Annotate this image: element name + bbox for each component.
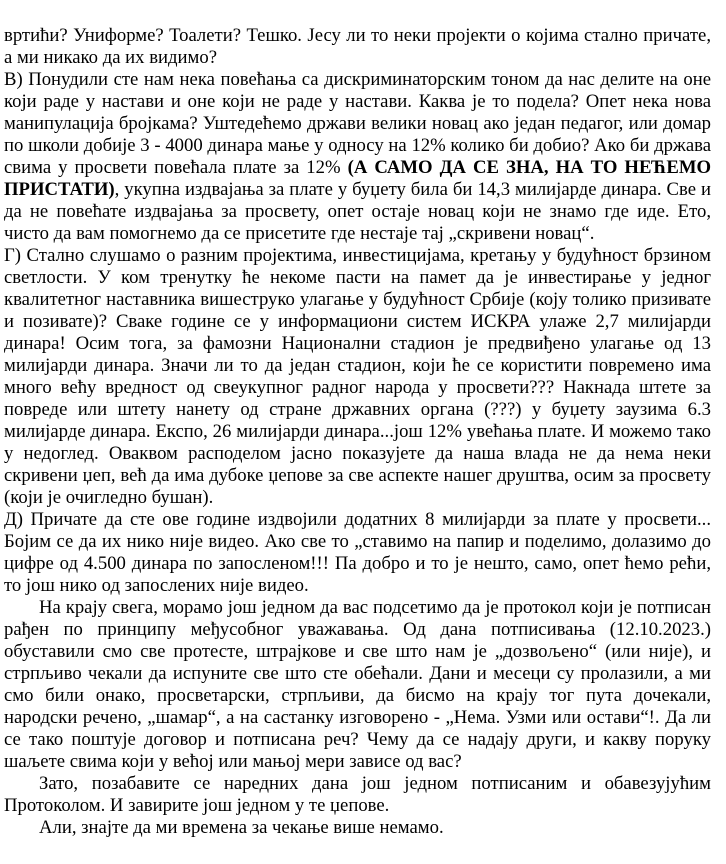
paragraph-closing-protocol: Зато, позабавите се наредних дана још једном потписаним и обавезујућим Протоколом. И завирите још једном у те џепове.	[4, 773, 711, 816]
paragraph-item-v	[4, 69, 711, 245]
paragraph-item-d: Д) Причате да сте ове године издвојили додатних 8 милијарди за плате у просвети... Бојим се да их нико није видео. Ако све то „ставимо на папир и поделимо, долазимо до цифре од 4.500 динара по запосленом!!! Па добро и то је нешто, само, опет ћемо рећи, то још нико од запослених није видео.	[4, 509, 711, 596]
paragraph-closing-warning: Али, знајте да ми времена за чекање више немамо.	[39, 817, 444, 838]
paragraph-closing-reminder: На крају свега, морамо још једном да вас подсетимо да је протокол који је потписан рађен по принципу међусобног уважавања. Од дана потписивања (12.10.2023.) обуставили смо све протесте, штрајкове и све што нам је „дозвољено“ (или није), и стрпљиво чекали да испуните све што сте обећали. Дани и месеци су пролазили, а ми смо били онако, просветарски, стрпљиви, да бисмо на крају тог пута дочекали, народски речено, „шамар“, а на састанку изговорено - „Нема. Узми или остави“!. Да ли се тако поштује договор и потписана реч? Чему да се надају други, и какву поруку шаљете свима који у већој или мањој мери зависе од вас?	[4, 597, 711, 772]
paragraph-item-g: Г) Стално слушамо о разним пројектима, инвестицијама, кретању у будућност брзином светлости. У ком тренутку ће некоме пасти на памет да је инвестирање у једног квалитетног наставника вишеструко улагање у будућност Србије (коју толико призивате и позивате)? Сваке године се у информациони систем ИСКРА улаже 2,7 милијарди динара! Осим тога, за фамозни Национални стадион је предвиђено улагање од 13 милијарди динара. Значи ли то да један стадион, који ће се користити повремено има много већу вредност од свеукупног радног народа у просвети??? Накнада штете за повреде или штету нанету од стране државних органа (???) у буџету заузима 6.3 милијарде динара. Експо, 26 милијарди динара...још 12% увећања плате. И можемо тако у недоглед. Оваквом расподелом јасно показујете да наша влада не да нема неки скривени џеп, већ да има дубоке џепове за све аспекте нашег друштва, осим за просвету (који је очигледно бушан).	[4, 245, 711, 508]
paragraph-intro-continuation: вртићи? Униформе? Тоалети? Тешко. Јесу ли то неки пројекти о којима стално причате, а ми никако да их видимо?	[4, 25, 711, 68]
item-v-text-before-bold: В) Понудили сте нам нека повећања са дискриминаторским тоном да нас делите на оне који раде у настави и оне који не раде у настави. Каква је то подела? Опет нека нова манипулација бројкама? Уштедећемо држави велики новац ако један педагог, или домар по школи добије 3 - 4000 динара мање у односу на 12% колико би добио? Ако би држава свима у просвети повећала плате за 12%	[4, 69, 711, 178]
item-v-text-after-bold: , укупна издвајања за плате у буџету била би 14,3 милијарде динара. Све и да не повећате издвајања за просвету, опет остаје новац који не знамо где иде. Ето, чисто да вам помогнемо да се присетите где нестаје тај „скривени новац“.	[4, 179, 711, 244]
item-v-bold-statement: (А САМО ДА СЕ ЗНА, НА ТО НЕЋЕМО ПРИСТАТИ)	[4, 157, 711, 200]
